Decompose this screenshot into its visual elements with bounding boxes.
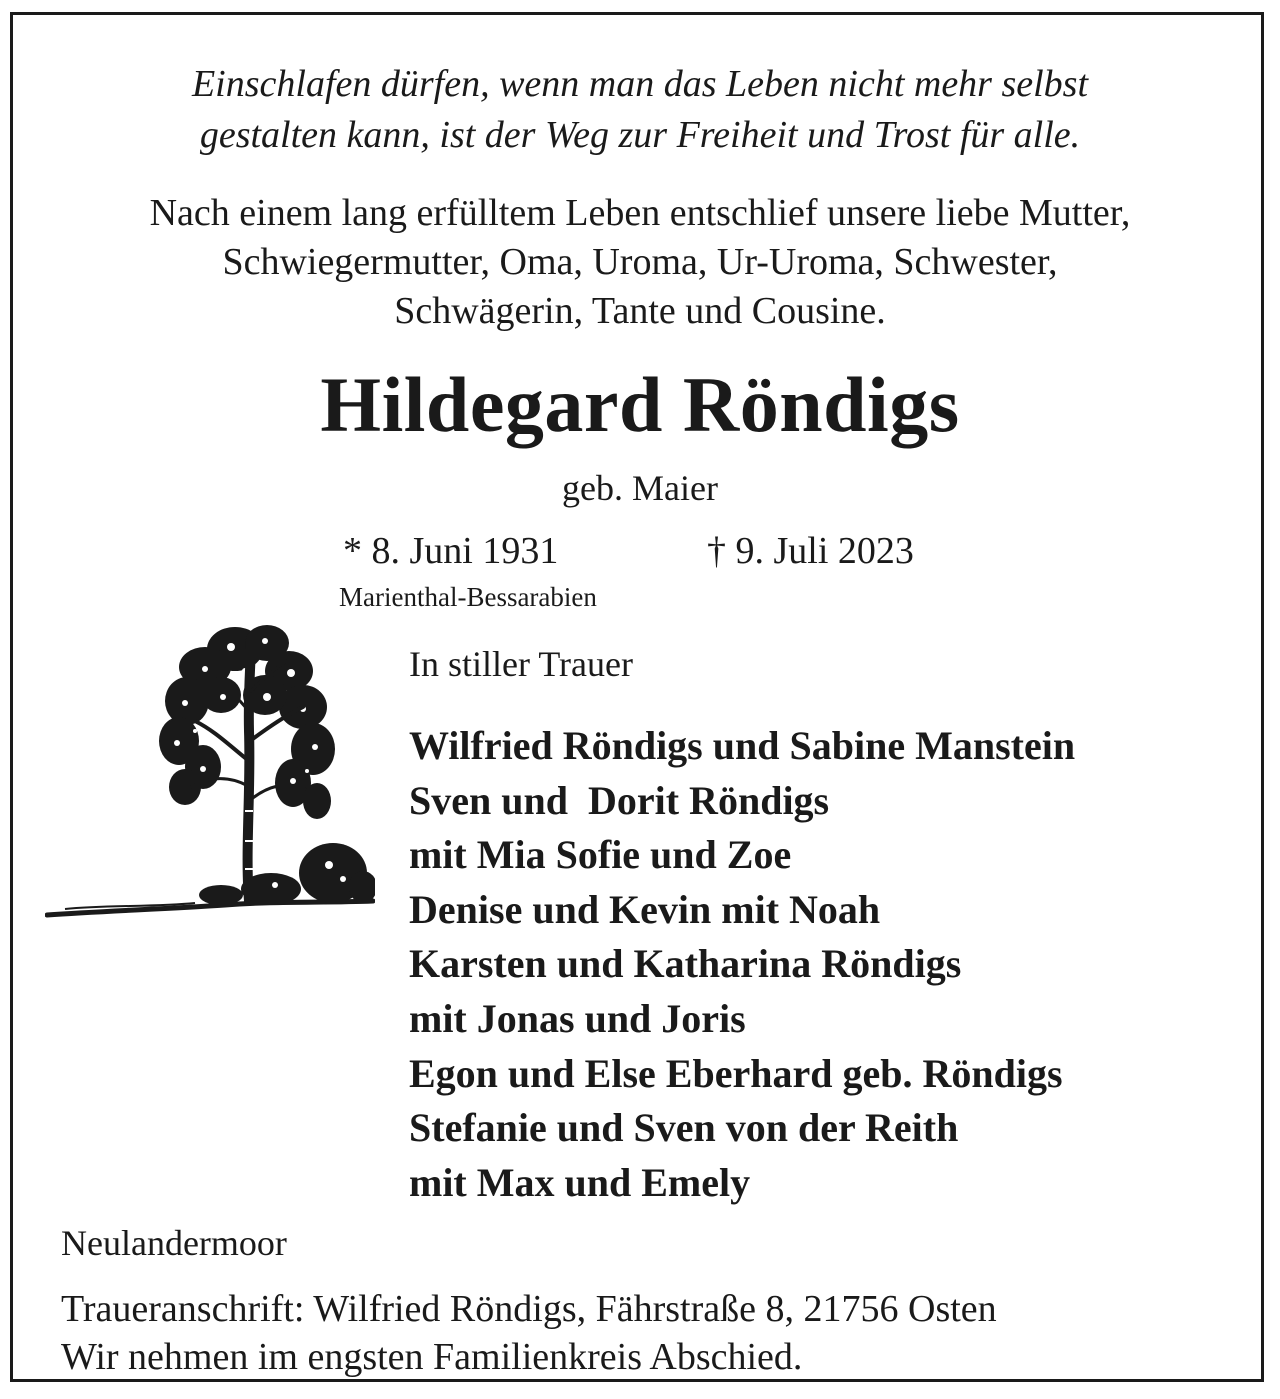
mourning-label: In stiller Trauer [409,644,633,684]
birth-name: geb. Maier [562,468,718,508]
family-line: mit Max und Emely [409,1159,751,1205]
intro-line-1: Nach einem lang erfülltem Leben entschlief unsere liebe Mutter, [149,192,1131,234]
motto-line-2: gestalten kann, ist der Weg zur Freiheit und Trost für alle. [199,114,1081,156]
family-line: Egon und Else Eberhard geb. Röndigs [409,1050,1063,1096]
deceased-name: Hildegard Röndigs [320,361,960,448]
birch-tree-icon [45,611,375,929]
family-line: Denise und Kevin mit Noah [409,886,881,932]
birth-date: * 8. Juni 1931 [343,530,559,572]
footer [61,1285,997,1381]
farewell-note: Wir nehmen im engsten Familienkreis Abschied. [61,1336,803,1378]
mourning-address: Traueranschrift: Wilfried Röndigs, Fährstraße 8, 21756 Osten [61,1288,997,1330]
motto-quote [13,59,1267,161]
family-line: Karsten und Katharina Röndigs [409,941,962,987]
family-line: Stefanie und Sven von der Reith [409,1105,959,1151]
intro-line-3: Schwägerin, Tante und Cousine. [394,290,886,332]
intro-line-2: Schwiegermutter, Oma, Uroma, Ur-Uroma, Schwester, [222,241,1058,283]
family-list [409,719,1075,1210]
family-line: Sven und Dorit Röndigs [409,777,830,823]
place-name: Neulandermoor [61,1223,287,1263]
family-line: Wilfried Röndigs und Sabine Manstein [409,723,1076,768]
motto-line-1: Einschlafen dürfen, wenn man das Leben nicht mehr selbst [191,63,1089,105]
birthplace: Marienthal-Bessarabien [339,582,597,612]
obituary-notice [10,12,1264,1382]
intro-text [13,189,1267,336]
death-date: † 9. Juli 2023 [707,530,914,572]
family-line: mit Jonas und Joris [409,995,746,1041]
family-line: mit Mia Sofie und Zoe [409,832,792,878]
